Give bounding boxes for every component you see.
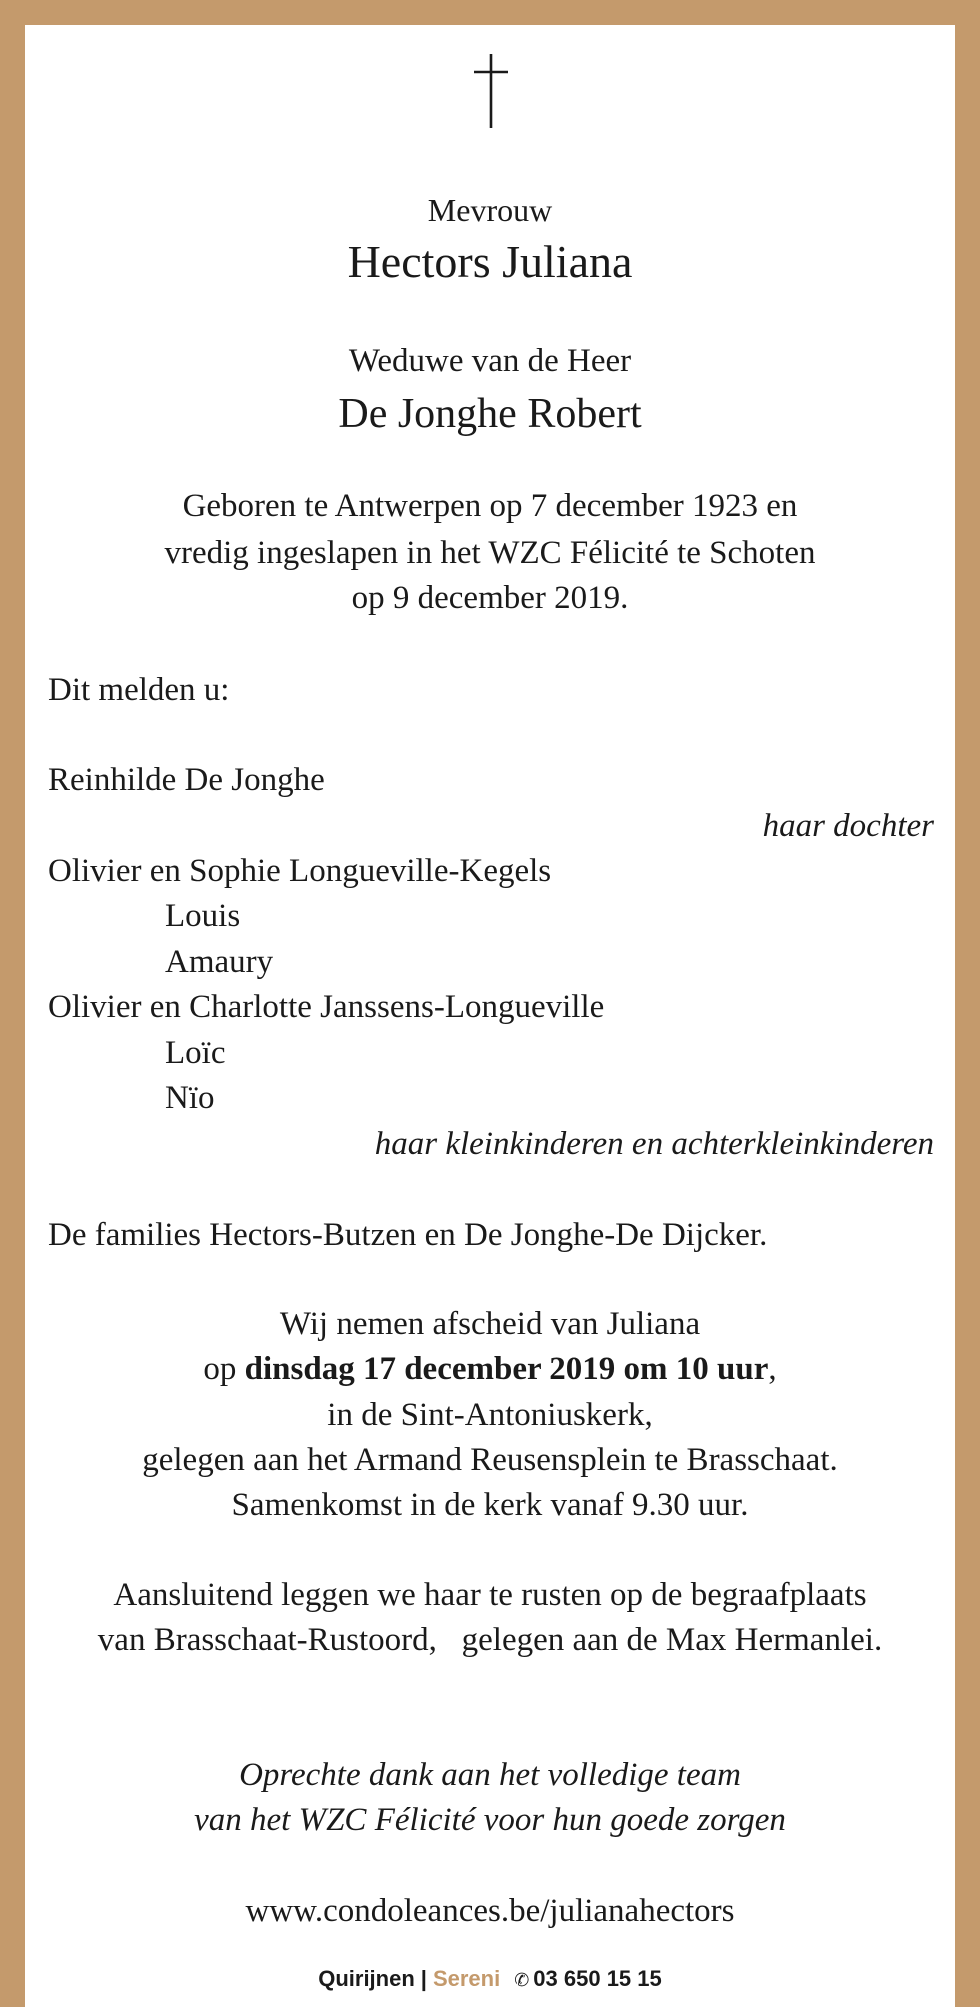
ceremony-line-5: Samenkomst in de kerk vanaf 9.30 uur. — [231, 1487, 749, 1523]
thanks-line-2: van het WZC Félicité voor hun goede zorgen — [194, 1802, 786, 1838]
brand-quirijnen: Quirijnen — [318, 1966, 415, 1991]
funeral-home-footer — [0, 1966, 980, 1992]
birth-line-2: vredig ingeslapen in het WZC Félicité te Schoten — [164, 535, 816, 571]
spouse-name: De Jonghe Robert — [338, 391, 642, 437]
cross-icon — [471, 52, 511, 130]
ceremony-line-2 — [0, 1351, 980, 1388]
ceremony-line-4: gelegen aan het Armand Reusensplein te Brasschaat. — [142, 1442, 838, 1478]
phone-number[interactable]: 03 650 15 15 — [533, 1966, 662, 1991]
families-line: De families Hectors-Butzen en De Jonghe-De Dijcker. — [48, 1217, 768, 1253]
salutation: Mevrouw — [427, 192, 553, 228]
deceased-name: Hectors Juliana — [347, 236, 633, 287]
grandchild-1: Olivier en Sophie Longueville-Kegels — [48, 853, 552, 889]
phone-icon: ✆ — [514, 1970, 530, 1990]
announcers-intro: Dit melden u: — [48, 672, 230, 708]
great-grandchild-1b: Amaury — [165, 944, 274, 980]
burial-line-2: van Brasschaat-Rustoord, gelegen aan de Max Hermanlei. — [97, 1622, 883, 1658]
daughter-role: haar dochter — [762, 808, 934, 844]
birth-line-3: op 9 december 2019. — [351, 580, 629, 616]
ceremony-suffix: , — [768, 1351, 777, 1387]
great-grandchild-1a: Louis — [165, 898, 241, 934]
ceremony-date-time: dinsdag 17 december 2019 om 10 uur — [244, 1351, 769, 1387]
thanks-line-1: Oprechte dank aan het volledige team — [239, 1757, 741, 1793]
grandchildren-role: haar kleinkinderen en achterkleinkinderen — [374, 1126, 934, 1162]
grandchild-2: Olivier en Charlotte Janssens-Longueville — [48, 989, 605, 1025]
ceremony-prefix: op — [203, 1351, 245, 1387]
website-link[interactable]: www.condoleances.be/julianahectors — [245, 1893, 735, 1929]
great-grandchild-2b: Nïo — [165, 1080, 215, 1116]
brand-sereni: Sereni — [432, 1966, 501, 1991]
brand-separator: | — [420, 1966, 427, 1991]
birth-line-1: Geboren te Antwerpen op 7 december 1923 en — [182, 488, 798, 524]
great-grandchild-2a: Loïc — [165, 1035, 226, 1071]
burial-line-1: Aansluitend leggen we haar te rusten op de begraafplaats — [113, 1577, 867, 1613]
ceremony-line-1: Wij nemen afscheid van Juliana — [279, 1306, 701, 1342]
ceremony-line-3: in de Sint-Antoniuskerk, — [327, 1397, 653, 1433]
daughter-name: Reinhilde De Jonghe — [48, 762, 325, 798]
relation-line: Weduwe van de Heer — [348, 343, 632, 379]
